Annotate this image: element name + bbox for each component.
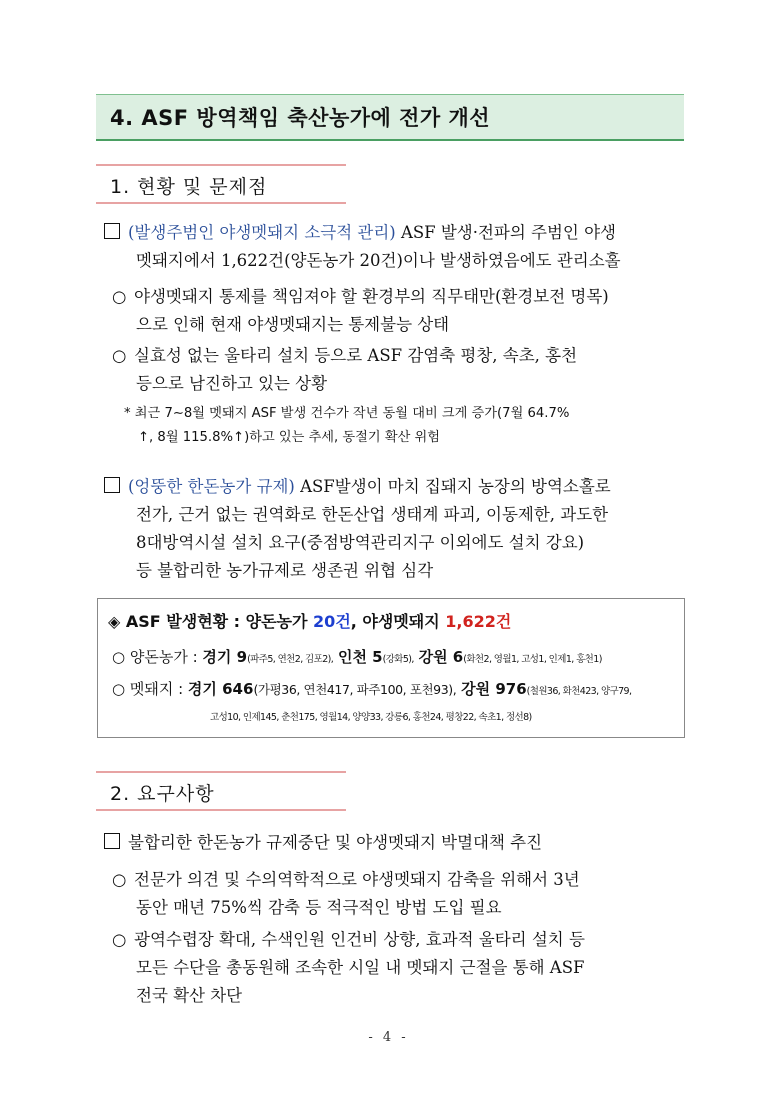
section1-sub1 bbox=[112, 283, 609, 339]
section2-heading bbox=[96, 771, 346, 811]
boar-count: 1,622건 bbox=[445, 612, 512, 631]
heading-rule-bottom bbox=[96, 809, 346, 811]
section1-sub2 bbox=[112, 342, 577, 398]
asf-status-box bbox=[97, 598, 685, 738]
farm-gangwon-detail: (화천2, 영월1, 고성1, 인제1, 홍천1) bbox=[463, 654, 602, 665]
checkbox-square-icon bbox=[104, 833, 120, 849]
section2-sub1 bbox=[112, 866, 580, 922]
item-text-line4: 등 불합리한 농가규제로 생존권 위협 심각 bbox=[136, 561, 434, 580]
checkbox-square-icon bbox=[104, 223, 120, 239]
item-text-line2: 멧돼지에서 1,622건(양돈농가 20건)이나 발생하였음에도 관리소홀 bbox=[136, 251, 621, 270]
heading-rule-top bbox=[96, 771, 346, 773]
status-title bbox=[108, 609, 511, 632]
sub-text: 야생멧돼지 통제를 책임져야 할 환경부의 직무태만(환경보전 명목) bbox=[134, 287, 609, 306]
sub-text-line2: 으로 인해 현재 야생멧돼지는 통제불능 상태 bbox=[136, 315, 450, 334]
circle-bullet-icon: ○ bbox=[112, 930, 127, 949]
section1-title: 1. 현황 및 문제점 bbox=[110, 176, 268, 198]
circle-bullet-icon: ○ bbox=[112, 346, 127, 365]
sub-text-line3: 전국 확산 차단 bbox=[136, 986, 243, 1005]
sub-text: 실효성 없는 울타리 설치 등으로 ASF 감염축 평창, 속초, 홍천 bbox=[134, 346, 578, 365]
footnote-line2: ↑, 8월 115.8%↑)하고 있는 추세, 동절기 확산 위험 bbox=[138, 430, 440, 445]
sub-text-line2: 등으로 남진하고 있는 상황 bbox=[136, 374, 328, 393]
section2-item1 bbox=[104, 829, 542, 857]
sub-text: 전문가 의견 및 수의역학적으로 야생멧돼지 감축을 위해서 3년 bbox=[134, 870, 580, 889]
section1-item2 bbox=[104, 473, 611, 585]
boar-gyeonggi: 경기 646 bbox=[187, 680, 254, 698]
item-text-line2: 전가, 근거 없는 권역화로 한돈산업 생태계 파괴, 이동제한, 과도한 bbox=[136, 505, 609, 524]
circle-bullet-icon: ○ bbox=[112, 870, 127, 889]
sub-text-line2: 동안 매년 75%씩 감축 등 적극적인 방법 도입 필요 bbox=[136, 898, 502, 917]
item-tag: (발생주범인 야생멧돼지 소극적 관리) bbox=[128, 223, 396, 242]
boar-label: ○ 멧돼지 : bbox=[112, 680, 188, 698]
status-title-mid: , 야생멧돼지 bbox=[350, 612, 446, 631]
checkbox-square-icon bbox=[104, 477, 120, 493]
circle-bullet-icon: ○ bbox=[112, 287, 127, 306]
status-farm-row bbox=[112, 646, 602, 667]
status-boar-detail-row: 고성10, 인제145, 춘천175, 영월14, 양양33, 강릉6, 홍천24, 평창22, 속초1, 정선8) bbox=[210, 712, 532, 723]
item-text: ASF발생이 마치 집돼지 농장의 방역소홀로 bbox=[294, 477, 611, 496]
item-text: ASF 발생·전파의 주범인 야생 bbox=[395, 223, 616, 242]
section2-sub2 bbox=[112, 926, 585, 1010]
footnote bbox=[124, 402, 569, 450]
section1-heading bbox=[96, 164, 346, 204]
heading-rule-top bbox=[96, 164, 346, 166]
farm-count: 20건 bbox=[313, 612, 351, 631]
page-title: 4. ASF 방역책임 축산농가에 전가 개선 bbox=[110, 106, 491, 130]
item-tag: (엉뚱한 한돈농가 규제) bbox=[128, 477, 295, 496]
sub-text-line2: 모든 수단을 총동원해 조속한 시일 내 멧돼지 근절을 통해 ASF bbox=[136, 958, 585, 977]
boar-gangwon: 강원 976 bbox=[461, 680, 527, 698]
farm-label: ○ 양돈농가 : bbox=[112, 648, 203, 666]
item-text-line3: 8대방역시설 설치 요구(중점방역관리지구 이외에도 설치 강요) bbox=[136, 533, 585, 552]
section1-item1 bbox=[104, 219, 621, 275]
farm-gangwon: 강원 6 bbox=[418, 648, 464, 666]
farm-incheon: 인천 5 bbox=[337, 648, 383, 666]
heading-rule-bottom bbox=[96, 202, 346, 204]
farm-incheon-detail: (강화5), bbox=[382, 654, 414, 665]
item-text: 불합리한 한돈농가 규제중단 및 야생멧돼지 박멸대책 추진 bbox=[128, 833, 543, 852]
boar-gangwon-detail: (철원36, 화천423, 양구79, bbox=[526, 686, 632, 697]
farm-gyeonggi-detail: (파주5, 연천2, 김포2), bbox=[247, 654, 334, 665]
status-boar-row bbox=[112, 678, 631, 699]
status-title-prefix: ◈ ASF 발생현황 : 양돈농가 bbox=[108, 612, 314, 631]
page-number: - 4 - bbox=[368, 1030, 409, 1045]
footnote-line1: * 최근 7∼8월 멧돼지 ASF 발생 건수가 작년 동월 대비 크게 증가(7월 64.7% bbox=[124, 406, 570, 421]
main-heading-bar bbox=[96, 94, 684, 141]
farm-gyeonggi: 경기 9 bbox=[202, 648, 248, 666]
boar-gyeonggi-detail: (가평36, 연천417, 파주100, 포천93), bbox=[253, 682, 457, 697]
sub-text: 광역수렵장 확대, 수색인원 인건비 상향, 효과적 울타리 설치 등 bbox=[134, 930, 585, 949]
section2-title: 2. 요구사항 bbox=[110, 783, 215, 805]
